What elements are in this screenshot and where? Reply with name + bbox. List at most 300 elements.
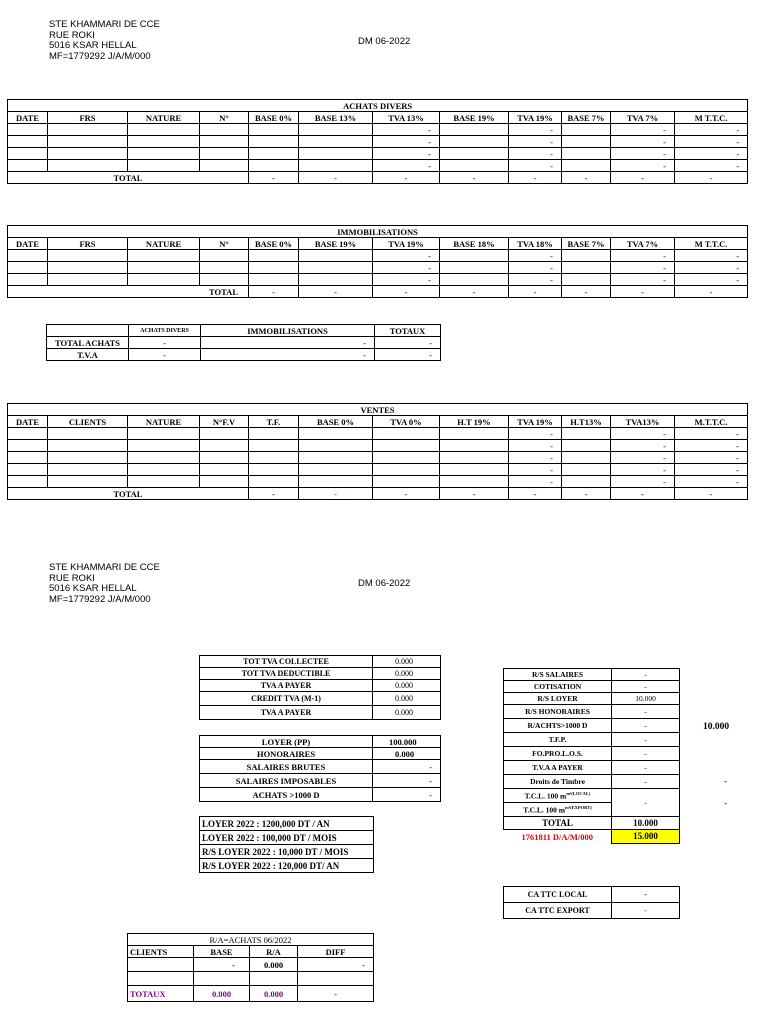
- table-cell: -: [675, 172, 748, 184]
- empty-cell: [440, 124, 509, 136]
- table-cell: -: [373, 136, 440, 148]
- empty-cell: [48, 452, 128, 464]
- total-label: TOTAL: [8, 286, 249, 298]
- empty-cell: [299, 148, 373, 160]
- ra-header-row: [128, 946, 374, 958]
- empty-cell: [299, 440, 373, 452]
- col-header: BASE 19%: [299, 238, 373, 250]
- table-cell: -: [249, 172, 299, 184]
- table-cell: -: [612, 789, 680, 817]
- table-row: [200, 668, 441, 680]
- table-cell: -: [611, 160, 675, 172]
- table-cell: -: [611, 172, 675, 184]
- immo-header-row: [8, 238, 748, 250]
- table-cell: LOYER 2022 : 1200,000 DT / AN: [200, 817, 374, 831]
- table-row: [200, 680, 441, 692]
- col-header: IMMOBILISATIONS: [201, 325, 375, 337]
- table-row: [8, 452, 748, 464]
- empty-cell: T.C.L. 100 $m^{m^2(EXPORT)}$: [504, 803, 612, 817]
- table-cell: -: [509, 250, 562, 262]
- table-cell: SALAIRES IMPOSABLES: [200, 774, 373, 788]
- empty-cell: [249, 262, 299, 274]
- table-cell: -: [611, 124, 675, 136]
- empty-cell: [8, 262, 48, 274]
- table-row: [8, 440, 748, 452]
- col-header: BASE 19%: [440, 112, 509, 124]
- col-header: TOTAUX: [375, 325, 441, 337]
- table-cell: -: [675, 476, 748, 488]
- loyer-table: [199, 816, 374, 873]
- col-header: TVA 13%: [373, 112, 440, 124]
- table-cell: -: [509, 274, 562, 286]
- table-cell: -: [612, 733, 680, 747]
- empty-cell: [8, 250, 48, 262]
- table-cell: 100.000: [373, 736, 441, 748]
- table-row: [8, 136, 748, 148]
- table-cell: -: [611, 148, 675, 160]
- table-cell: HONORAIRES: [200, 748, 373, 760]
- empty-cell: [128, 262, 200, 274]
- table-cell: -: [675, 452, 748, 464]
- col-header: H.T 19%: [440, 416, 509, 428]
- empty-cell: [128, 440, 200, 452]
- table-cell: -: [675, 262, 748, 274]
- period-label: DM 06-2022: [358, 36, 411, 47]
- table-cell: -: [611, 488, 675, 500]
- table-cell: BASE: [194, 946, 250, 958]
- table-cell: -: [509, 262, 562, 274]
- table-cell: -: [612, 887, 680, 903]
- ra-achats-table: [127, 933, 374, 1002]
- empty-cell: [562, 160, 611, 172]
- company-name: STE KHAMMARI DE CCE: [49, 19, 160, 30]
- empty-cell: [249, 274, 299, 286]
- table-cell: -: [509, 428, 562, 440]
- empty-cell: [128, 476, 200, 488]
- total-row: [8, 286, 748, 298]
- table-cell: -: [612, 747, 680, 761]
- table-row: [504, 705, 680, 719]
- summary-table: [46, 324, 441, 361]
- table-cell: R/S LOYER: [504, 693, 612, 705]
- empty-cell: [48, 274, 128, 286]
- ca-ttc-table: [503, 886, 680, 919]
- charges-table: [199, 735, 441, 802]
- table-row: [8, 262, 748, 274]
- total-row: [8, 488, 748, 500]
- empty-cell: [194, 972, 250, 986]
- table-cell: -: [611, 428, 675, 440]
- company-header-2: [49, 563, 160, 605]
- table-cell: -: [675, 160, 748, 172]
- empty-cell: [299, 250, 373, 262]
- table-cell: -: [440, 488, 509, 500]
- col-header: N°: [200, 238, 249, 250]
- table-cell: -: [129, 349, 201, 361]
- empty-cell: [562, 136, 611, 148]
- table-cell: -: [373, 124, 440, 136]
- table-row: [200, 656, 441, 668]
- col-header: DATE: [8, 112, 48, 124]
- empty-cell: [299, 136, 373, 148]
- table-cell: -: [675, 440, 748, 452]
- col-header: TVA 7%: [611, 238, 675, 250]
- table-cell: Droits de Timbre: [504, 775, 612, 789]
- table-row: [200, 692, 441, 706]
- achats-divers-table: [7, 99, 748, 184]
- table-cell: -: [509, 286, 562, 298]
- empty-cell: [249, 136, 299, 148]
- empty-cell: [128, 136, 200, 148]
- table-cell: -: [675, 428, 748, 440]
- ref-row: [504, 830, 680, 844]
- table-cell: -: [373, 286, 440, 298]
- empty-cell: [440, 428, 509, 440]
- empty-cell: [48, 160, 128, 172]
- table-cell: -: [509, 160, 562, 172]
- empty-cell: [440, 440, 509, 452]
- empty-cell: [249, 160, 299, 172]
- col-header: M T.T.C.: [675, 238, 748, 250]
- table-cell: CA TTC EXPORT: [504, 903, 612, 919]
- table-cell: TVA A PAYER: [200, 680, 373, 692]
- empty-cell: [562, 464, 611, 476]
- empty-cell: [249, 452, 299, 464]
- empty-cell: [128, 972, 194, 986]
- empty-cell: [440, 160, 509, 172]
- table-cell: -: [611, 286, 675, 298]
- table-cell: TVA A PAYER: [200, 706, 373, 720]
- empty-cell: [562, 440, 611, 452]
- table-cell: -: [509, 488, 562, 500]
- empty-cell: [373, 476, 440, 488]
- table-cell: LOYER 2022 : 100,000 DT / MOIS: [200, 831, 374, 845]
- empty-cell: [562, 148, 611, 160]
- empty-cell: [249, 148, 299, 160]
- table-row: [504, 719, 680, 733]
- table-row: [8, 148, 748, 160]
- table-row: [200, 788, 441, 802]
- table-cell: -: [373, 160, 440, 172]
- table-cell: -: [509, 452, 562, 464]
- table-cell: -: [373, 488, 440, 500]
- empty-cell: [8, 274, 48, 286]
- table-row: [200, 736, 441, 748]
- table-row: [200, 831, 374, 845]
- table-cell: -: [373, 788, 441, 802]
- table-cell: -: [509, 464, 562, 476]
- empty-cell: [299, 428, 373, 440]
- table-cell: DIFF: [298, 946, 374, 958]
- ra-title: R/A=ACHATS 06/2022: [128, 934, 374, 946]
- table-cell: 0.000: [373, 692, 441, 706]
- empty-cell: [8, 148, 48, 160]
- table-cell: -: [299, 286, 373, 298]
- empty-cell: [128, 452, 200, 464]
- table-cell: TOT TVA COLLECTEE: [200, 656, 373, 668]
- table-cell: R/S SALAIRES: [504, 669, 612, 681]
- empty-cell: [48, 262, 128, 274]
- table-cell: -: [299, 172, 373, 184]
- empty-cell: [128, 958, 194, 972]
- table-cell: -: [675, 488, 748, 500]
- empty-cell: [562, 250, 611, 262]
- table-cell: -: [298, 958, 374, 972]
- empty-cell: [128, 428, 200, 440]
- col-header: TVA 7%: [611, 112, 675, 124]
- table-cell: -: [249, 286, 299, 298]
- empty-cell: [128, 124, 200, 136]
- empty-cell: [128, 274, 200, 286]
- table-cell: -: [373, 148, 440, 160]
- col-header: T.F.: [249, 416, 299, 428]
- company-city: 5016 KSAR HELLAL: [49, 40, 137, 51]
- empty-cell: [200, 428, 249, 440]
- empty-cell: [249, 124, 299, 136]
- col-header: DATE: [8, 416, 48, 428]
- table-cell: -: [373, 760, 441, 774]
- empty-cell: [48, 136, 128, 148]
- table-cell: TOTAL: [504, 817, 612, 830]
- col-header: CLIENTS: [48, 416, 128, 428]
- table-cell: 1761811 D/A/M/000: [521, 831, 594, 842]
- table-cell: 0.000: [373, 706, 441, 720]
- table-cell: -: [509, 124, 562, 136]
- table-cell: -: [194, 958, 250, 972]
- empty-cell: [48, 148, 128, 160]
- empty-cell: [128, 160, 200, 172]
- empty-cell: [440, 274, 509, 286]
- empty-cell: [48, 476, 128, 488]
- table-cell: -: [611, 274, 675, 286]
- table-row: [128, 972, 374, 986]
- table-cell: -: [612, 669, 680, 681]
- empty-cell: [299, 160, 373, 172]
- table-cell: -: [562, 172, 611, 184]
- empty-cell: [200, 476, 249, 488]
- table-row: [200, 859, 374, 873]
- ventes-title: VENTES: [8, 404, 748, 416]
- empty-cell: [200, 250, 249, 262]
- col-header: NATURE: [128, 416, 200, 428]
- empty-cell: [562, 452, 611, 464]
- empty-cell: [440, 452, 509, 464]
- table-row: [8, 476, 748, 488]
- table-cell: -: [201, 337, 375, 349]
- col-header: M.T.T.C.: [675, 416, 748, 428]
- table-cell: R/S HONORAIRES: [504, 705, 612, 719]
- empty-cell: [128, 250, 200, 262]
- table-cell: -: [373, 262, 440, 274]
- immobilisations-table: [7, 225, 748, 298]
- table-cell: -: [375, 349, 441, 361]
- empty-cell: [250, 972, 298, 986]
- table-cell: -: [562, 286, 611, 298]
- tva-summary-table: [199, 655, 441, 720]
- table-row: [128, 958, 374, 972]
- table-cell: -: [611, 440, 675, 452]
- empty-cell: [200, 160, 249, 172]
- table-cell: -: [611, 250, 675, 262]
- table-cell: -: [612, 705, 680, 719]
- company-header: [49, 20, 160, 62]
- col-header: BASE 18%: [440, 238, 509, 250]
- table-row: [504, 669, 680, 681]
- table-row: [8, 124, 748, 136]
- table-row: [504, 887, 680, 903]
- table-cell: -: [373, 274, 440, 286]
- table-cell: -: [440, 286, 509, 298]
- table-row: [504, 733, 680, 747]
- empty-cell: [249, 440, 299, 452]
- empty-cell: T.C.L. 100 $m^{m^2(LOCAL)}$: [504, 789, 612, 803]
- ventes-table: [7, 403, 748, 500]
- table-cell: -: [675, 464, 748, 476]
- table-cell: -: [675, 124, 748, 136]
- table-cell: -: [201, 349, 375, 361]
- col-header: TVA 18%: [509, 238, 562, 250]
- col-header: TVA 19%: [509, 112, 562, 124]
- empty-cell: [200, 464, 249, 476]
- table-cell: -: [612, 681, 680, 693]
- table-cell: -: [675, 286, 748, 298]
- col-header: M T.T.C.: [675, 112, 748, 124]
- table-cell: COTISATION: [504, 681, 612, 693]
- table-row: [8, 250, 748, 262]
- table-cell: -: [373, 250, 440, 262]
- empty-cell: [200, 452, 249, 464]
- table-row: [504, 693, 680, 705]
- col-header: FRS: [48, 112, 128, 124]
- table-cell: LOYER (PP): [200, 736, 373, 748]
- table-cell: -: [611, 136, 675, 148]
- company-mf: MF=1779292 J/A/M/000: [49, 50, 151, 62]
- table-cell: 0.000: [250, 986, 298, 1002]
- empty-cell: [440, 476, 509, 488]
- table-cell: R/S LOYER 2022 : 120,000 DT/ AN: [200, 859, 374, 873]
- empty-cell: [298, 972, 374, 986]
- empty-cell: [373, 464, 440, 476]
- col-header: N°F.V: [200, 416, 249, 428]
- table-cell: CLIENTS: [128, 946, 194, 958]
- table-cell: -: [611, 476, 675, 488]
- table-cell: -: [509, 148, 562, 160]
- table-cell: TOTAUX: [128, 986, 194, 1002]
- empty-cell: [48, 124, 128, 136]
- table-cell: -: [612, 719, 680, 733]
- table-cell: -: [509, 440, 562, 452]
- empty-cell: [200, 124, 249, 136]
- table-cell: -: [611, 452, 675, 464]
- totals-row: [128, 986, 374, 1002]
- table-cell: 0.000: [194, 986, 250, 1002]
- col-header: FRS: [48, 238, 128, 250]
- table-cell: 0.000: [373, 680, 441, 692]
- table-cell: 10.000: [612, 693, 680, 705]
- table-cell: T.F.P.: [504, 733, 612, 747]
- empty-cell: [8, 160, 48, 172]
- table-cell: -: [375, 337, 441, 349]
- empty-cell: [440, 136, 509, 148]
- col-header: BASE 7%: [562, 112, 611, 124]
- col-header: BASE 0%: [299, 416, 373, 428]
- empty-cell: [562, 274, 611, 286]
- col-header: TVA 19%: [373, 238, 440, 250]
- table-cell: R/S LOYER 2022 : 10,000 DT / MOIS: [200, 845, 374, 859]
- empty-cell: [8, 124, 48, 136]
- table-cell: SALAIRES BRUTES: [200, 760, 373, 774]
- col-header: TVA13%: [611, 416, 675, 428]
- table-cell: -: [675, 250, 748, 262]
- side-dash: -: [724, 798, 727, 808]
- period-label-2: DM 06-2022: [358, 578, 411, 589]
- empty-cell: [200, 136, 249, 148]
- table-cell: FO.PRO.L.O.S.: [504, 747, 612, 761]
- table-cell: -: [509, 476, 562, 488]
- company-street: RUE ROKI: [49, 572, 95, 584]
- empty-cell: [128, 464, 200, 476]
- table-row: [504, 681, 680, 693]
- table-cell: -: [611, 262, 675, 274]
- empty-cell: [373, 452, 440, 464]
- table-row: [8, 464, 748, 476]
- empty-cell: [299, 476, 373, 488]
- achats-header-row: [8, 112, 748, 124]
- total-row: [504, 817, 680, 830]
- empty-cell: [200, 148, 249, 160]
- col-header: BASE 13%: [299, 112, 373, 124]
- col-header: BASE 7%: [562, 238, 611, 250]
- table-cell: -: [675, 274, 748, 286]
- empty-cell: [249, 250, 299, 262]
- table-row: [8, 428, 748, 440]
- empty-cell: [249, 428, 299, 440]
- empty-cell: [299, 464, 373, 476]
- empty-cell: [8, 476, 48, 488]
- empty-cell: [373, 428, 440, 440]
- empty-cell: [8, 464, 48, 476]
- empty-cell: [48, 250, 128, 262]
- empty-cell: [299, 452, 373, 464]
- col-header: ACHATS DIVERS: [129, 325, 201, 337]
- empty-cell: [562, 476, 611, 488]
- table-row: [200, 706, 441, 720]
- table-cell: -: [298, 986, 374, 1002]
- empty-cell: [48, 428, 128, 440]
- empty-cell: [8, 440, 48, 452]
- table-cell: 0.000: [373, 748, 441, 760]
- table-cell: R/ACHTS>1000 D: [504, 719, 612, 733]
- company-name: STE KHAMMARI DE CCE: [49, 562, 160, 573]
- table-cell: -: [299, 488, 373, 500]
- empty-cell: [47, 325, 129, 337]
- empty-cell: [562, 124, 611, 136]
- col-header: N°: [200, 112, 249, 124]
- table-cell: 10.000: [612, 817, 680, 830]
- table-row: [504, 747, 680, 761]
- empty-cell: [440, 464, 509, 476]
- row-label: T.V.A: [47, 349, 129, 361]
- empty-cell: [48, 440, 128, 452]
- immo-title: IMMOBILISATIONS: [8, 226, 748, 238]
- empty-cell: [299, 124, 373, 136]
- empty-cell: [299, 274, 373, 286]
- empty-cell: [249, 464, 299, 476]
- table-cell: -: [612, 775, 680, 789]
- empty-cell: [8, 452, 48, 464]
- table-row: [8, 160, 748, 172]
- side-dash: -: [724, 776, 727, 786]
